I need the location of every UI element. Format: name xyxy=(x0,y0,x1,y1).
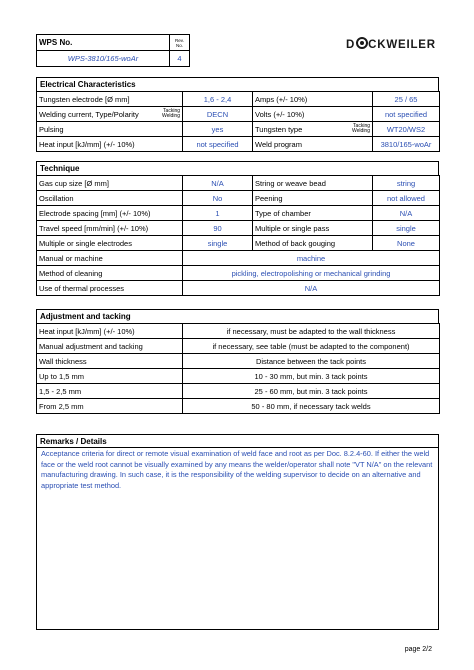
electrical-label-right xyxy=(253,92,373,107)
technique-label-left: Multiple or single electrodes xyxy=(37,236,183,251)
technique-wide-label: Use of thermal processes xyxy=(37,281,183,296)
electrical-label-left-text: Pulsing xyxy=(39,124,64,134)
technique-wide-row xyxy=(37,251,440,266)
adjustment-row xyxy=(37,399,440,414)
adjustment-value: if necessary, must be adapted to the wall thickness xyxy=(183,324,440,339)
dockweiler-logo: D CKWEILER xyxy=(346,39,436,51)
adjustment-label: 1,5 - 2,5 mm xyxy=(37,384,183,399)
technique-label-left: Oscillation xyxy=(37,191,183,206)
electrical-value-left: DECN xyxy=(183,107,253,122)
electrical-label-right xyxy=(253,137,373,152)
technique-value-left: 1 xyxy=(183,206,253,221)
adjustment-value: 25 - 60 mm, but min. 3 tack points xyxy=(183,384,440,399)
technique-label-right: Peening xyxy=(253,191,373,206)
technique-wide-row xyxy=(37,281,440,296)
electrical-label-left-text: Tungsten electrode [Ø mm] xyxy=(39,94,130,104)
adjustment-label: Manual adjustment and tacking xyxy=(37,339,183,354)
electrical-row xyxy=(37,92,440,107)
wps-value: WPS-3810/165-woAr xyxy=(37,51,170,67)
technique-label-right: String or weave bead xyxy=(253,176,373,191)
technique-title: Technique xyxy=(36,161,439,175)
electrical-value-left: not specified xyxy=(183,137,253,152)
electrical-section xyxy=(36,77,439,152)
wps-header-table xyxy=(36,34,190,67)
adjustment-label: From 2,5 mm xyxy=(37,399,183,414)
technique-table xyxy=(36,175,440,296)
technique-wide-value: pickling, electropolishing or mechanical grinding xyxy=(183,266,440,281)
adjustment-value: 50 - 80 mm, if necessary tack welds xyxy=(183,399,440,414)
electrical-label-left xyxy=(37,137,183,152)
electrical-label-left-text: Heat input [kJ/mm] (+/- 10%) xyxy=(39,139,135,149)
technique-wide-value: machine xyxy=(183,251,440,266)
adjustment-table xyxy=(36,323,440,414)
rev-label: Rev. No. xyxy=(170,35,190,51)
logo-o-icon xyxy=(356,37,368,49)
remarks-title: Remarks / Details xyxy=(36,434,439,448)
electrical-row xyxy=(37,107,440,122)
technique-value-right: single xyxy=(373,221,440,236)
remarks-section xyxy=(36,434,439,448)
technique-value-right: None xyxy=(373,236,440,251)
adjustment-value: Distance between the tack points xyxy=(183,354,440,369)
adjustment-label: Up to 1,5 mm xyxy=(37,369,183,384)
electrical-value-right: not specified xyxy=(373,107,440,122)
electrical-table xyxy=(36,91,440,152)
technique-wide-label: Method of cleaning xyxy=(37,266,183,281)
adjustment-label: Wall thickness xyxy=(37,354,183,369)
adjustment-section xyxy=(36,309,439,414)
remarks-box xyxy=(36,447,439,630)
electrical-label-left xyxy=(37,107,183,122)
adjustment-value: 10 - 30 mm, but min. 3 tack points xyxy=(183,369,440,384)
technique-wide-value: N/A xyxy=(183,281,440,296)
adjustment-value: if necessary, see table (must be adapted to the component) xyxy=(183,339,440,354)
electrical-label-right-text: Amps (+/- 10%) xyxy=(255,94,308,104)
electrical-value-right: WT20/WS2 xyxy=(373,122,440,137)
electrical-title: Electrical Characteristics xyxy=(36,77,439,91)
adjustment-row xyxy=(37,384,440,399)
electrical-label-right-text: Tungsten type xyxy=(255,124,303,134)
electrical-label-right xyxy=(253,107,373,122)
adjustment-row xyxy=(37,339,440,354)
electrical-value-left: 1,6 - 2,4 xyxy=(183,92,253,107)
electrical-label-right xyxy=(253,122,373,137)
technique-label-left: Gas cup size [Ø mm] xyxy=(37,176,183,191)
adjustment-row xyxy=(37,354,440,369)
technique-label-right: Multiple or single pass xyxy=(253,221,373,236)
adjustment-row xyxy=(37,324,440,339)
technique-label-right: Type of chamber xyxy=(253,206,373,221)
adjustment-label: Heat input [kJ/mm] (+/- 10%) xyxy=(37,324,183,339)
technique-value-left: 90 xyxy=(183,221,253,236)
tacking-welding-note: Tacking Welding xyxy=(352,122,370,134)
electrical-label-left xyxy=(37,122,183,137)
technique-label-right: Method of back gouging xyxy=(253,236,373,251)
tacking-welding-note: Tacking Welding xyxy=(162,107,180,119)
rev-value: 4 xyxy=(170,51,190,67)
technique-value-right: not allowed xyxy=(373,191,440,206)
wps-label: WPS No. xyxy=(37,35,170,51)
technique-row xyxy=(37,191,440,206)
technique-label-left: Electrode spacing [mm] (+/- 10%) xyxy=(37,206,183,221)
adjustment-title: Adjustment and tacking xyxy=(36,309,439,323)
technique-row xyxy=(37,176,440,191)
technique-row xyxy=(37,236,440,251)
page-number: page 2/2 xyxy=(404,646,432,653)
technique-value-left: single xyxy=(183,236,253,251)
technique-value-left: N/A xyxy=(183,176,253,191)
technique-value-right: string xyxy=(373,176,440,191)
electrical-label-left xyxy=(37,92,183,107)
technique-row xyxy=(37,206,440,221)
electrical-value-right: 25 / 65 xyxy=(373,92,440,107)
remarks-text: Acceptance criteria for direct or remote visual examination of weld face and root as per Doc. 8.2.4-60. If either the weld face or the weld root cannot be visually examined by any means the welder/operator shall note "VT N/A" on the relevant manufacturing drawing. In such case, it is the responsibility of the welding supervisor to decide on an alternative and appropriate test method. xyxy=(41,449,433,490)
technique-section xyxy=(36,161,439,296)
technique-row xyxy=(37,221,440,236)
electrical-label-right-text: Weld program xyxy=(255,139,302,149)
technique-wide-row xyxy=(37,266,440,281)
electrical-row xyxy=(37,122,440,137)
technique-label-left: Travel speed [mm/min] (+/- 10%) xyxy=(37,221,183,236)
technique-wide-label: Manual or machine xyxy=(37,251,183,266)
electrical-value-right: 3810/165-woAr xyxy=(373,137,440,152)
technique-value-left: No xyxy=(183,191,253,206)
electrical-row xyxy=(37,137,440,152)
electrical-label-left-text: Welding current, Type/Polarity xyxy=(39,109,139,119)
electrical-value-left: yes xyxy=(183,122,253,137)
technique-value-right: N/A xyxy=(373,206,440,221)
adjustment-row xyxy=(37,369,440,384)
electrical-label-right-text: Volts (+/- 10%) xyxy=(255,109,305,119)
